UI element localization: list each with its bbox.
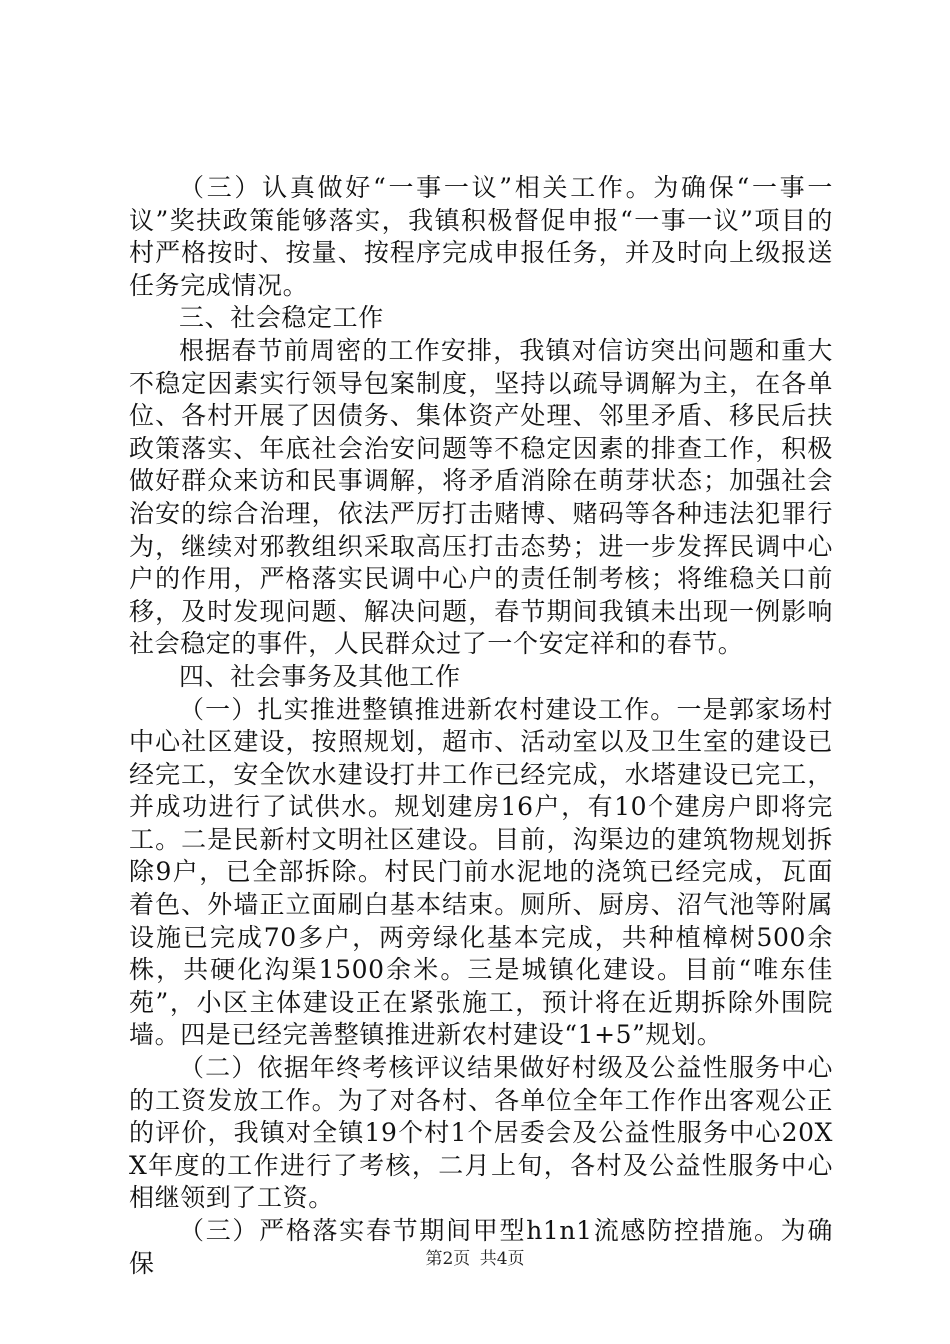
- paragraph-wage-payment: （二）依据年终考核评议结果做好村级及公益性服务中心的工资发放工作。为了对各村、各单位全年工作作出客观公正的评价，我镇对全镇19个村1个居委会及公益性服务中心20XX年度的工作进行了考核，二月上旬，各村及公益性服务中心相继领到了工资。: [129, 1053, 833, 1213]
- page-number: 第2页: [425, 1249, 471, 1269]
- paragraph-flu-prevention: （三）严格落实春节期间甲型h1n1流感防控措施。为确保: [129, 1216, 833, 1278]
- paragraph-yishiyiyi: （三）认真做好“一事一议”相关工作。为确保“一事一议”奖扶政策能够落实，我镇积极督促申报“一事一议”项目的村严格按时、按量、按程序完成申报任务，并及时向上级报送任务完成情况。: [129, 173, 833, 300]
- document-body: [129, 172, 833, 1280]
- paragraph-new-countryside: （一）扎实推进整镇推进新农村建设工作。一是郭家场村中心社区建设，按照规划，超市、活动室以及卫生室的建设已经完工，安全饮水建设打井工作已经完成，水塔建设已完工，并成功进行了试供水。规划建房16户，有10个建房户即将完工。二是民新村文明社区建设。目前，沟渠边的建筑物规划拆除9户，已全部拆除。村民门前水泥地的浇筑已经完成，瓦面着色、外墙正立面刷白基本结束。厕所、厨房、沼气池等附属设施已完成70多户，两旁绿化基本完成，共种植樟树500余株，共硬化沟渠1500余米。三是城镇化建设。目前“唯东佳苑”，小区主体建设正在紧张施工，预计将在近期拆除外围院墙。四是已经完善整镇推进新农村建设“1+5”规划。: [129, 694, 833, 1050]
- heading-social-stability: 三、社会稳定工作: [179, 303, 384, 333]
- heading-social-affairs: 四、社会事务及其他工作: [179, 661, 461, 691]
- page-total: 共4页: [479, 1249, 525, 1269]
- page-footer: [0, 1244, 950, 1269]
- paragraph-social-stability: 根据春节前周密的工作安排，我镇对信访突出问题和重大不稳定因素实行领导包案制度，坚持以疏导调解为主，在各单位、各村开展了因债务、集体资产处理、邻里矛盾、移民后扶政策落实、年底社会治安问题等不稳定因素的排查工作，积极做好群众来访和民事调解，将矛盾消除在萌芽状态；加强社会治安的综合治理，依法严厉打击赌博、赌码等各种违法犯罪行为，继续对邪教组织采取高压打击态势；进一步发挥民调中心户的作用，严格落实民调中心户的责任制考核；将维稳关口前移，及时发现问题、解决问题，春节期间我镇未出现一例影响社会稳定的事件，人民群众过了一个安定祥和的春节。: [129, 335, 833, 659]
